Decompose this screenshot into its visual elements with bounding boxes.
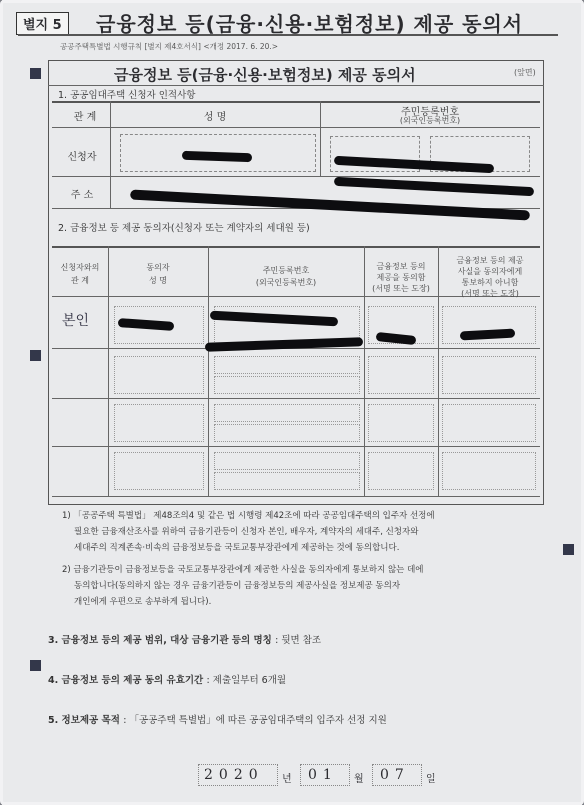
date-day: 07 xyxy=(380,767,410,783)
binder-mark xyxy=(30,350,41,361)
signer-id-box xyxy=(214,376,360,394)
signer-id-box xyxy=(214,452,360,470)
h-relation-1: 신청자와의 xyxy=(60,263,100,272)
binder-mark xyxy=(563,544,574,555)
col-id-sub: (외국인등록번호) xyxy=(399,116,461,125)
date-month-label: 월 xyxy=(354,774,364,785)
signer-id-box xyxy=(214,404,360,422)
notify-sign-box xyxy=(442,356,536,394)
date-month: 01 xyxy=(308,767,338,783)
row-rule xyxy=(52,496,540,497)
h-id-1: 주민등록번호 xyxy=(262,266,310,275)
section1-heading: 1. 공공임대주택 신청자 인적사항 xyxy=(58,90,196,101)
item-3-label: 3. 금융정보 등의 제공 범위, 대상 금융기관 등의 명칭 xyxy=(48,635,272,646)
note-line: 세대주의 직계존속·비속의 금융정보등을 국토교통부장관에게 제공하는 것에 동의합니다. xyxy=(74,543,400,553)
row-rule xyxy=(52,176,540,177)
h-name-1: 동의자 xyxy=(146,263,170,272)
signer-name-box xyxy=(114,404,204,442)
notify-sign-box xyxy=(442,404,536,442)
col-name: 성 명 xyxy=(203,112,227,123)
item-3 xyxy=(48,632,321,646)
header-rule xyxy=(18,34,558,36)
row-rule xyxy=(52,398,540,399)
note-line: 1) 「공공주택 특별법」 제48조의4 및 같은 법 시행령 제42조에 따라 공공임대주택의 입주자 선정에 xyxy=(62,511,435,521)
binder-mark xyxy=(30,660,41,671)
item-5-value: : 「공공주택 특별법」에 따른 공공임대주택의 입주자 선정 지원 xyxy=(123,715,387,726)
row-rule xyxy=(52,446,540,447)
consent-sign-box xyxy=(368,452,434,490)
consent-sign-box xyxy=(368,356,434,394)
row-rule xyxy=(52,127,540,128)
h-consent-2: 제공을 동의함 xyxy=(376,273,426,282)
h-relation-2: 관 계 xyxy=(71,276,89,285)
date-year-label: 년 xyxy=(282,774,292,785)
note-line: 동의합니다(동의하지 않는 경우 금융기관등이 금융정보등의 제공사실을 정보제공 동의자 xyxy=(74,581,401,591)
h-notify-4: (서명 또는 도장) xyxy=(461,289,519,298)
notes-block xyxy=(62,508,562,610)
h-consent-3: (서명 또는 도장) xyxy=(372,284,430,293)
annex-label: 별지 5 xyxy=(16,12,69,35)
item-5 xyxy=(48,712,387,726)
notify-sign-box xyxy=(442,452,536,490)
divider xyxy=(48,85,544,86)
consent-sign-box xyxy=(368,404,434,442)
item-4-value: : 제출일부터 6개월 xyxy=(206,675,287,686)
source-line: 공공주택특별법 시행규칙 [별지 제4호서식] <개정 2017. 6. 20.> xyxy=(60,42,279,51)
form-title: 금융정보 등(금융·신용·보험정보) 제공 동의서 xyxy=(114,66,416,84)
item-3-value: : 뒷면 참조 xyxy=(275,635,322,646)
item-4-label: 4. 금융정보 등의 제공 동의 유효기간 xyxy=(48,675,204,686)
h-id-2: (외국인등록번호) xyxy=(255,278,317,287)
item-5-label: 5. 정보제공 목적 xyxy=(48,715,120,726)
h-consent-1: 금융정보 등의 xyxy=(376,262,426,271)
section2-heading: 2. 금융정보 등 제공 동의자(신청자 또는 계약자의 세대원 등) xyxy=(58,223,310,234)
signer-name-box xyxy=(114,452,204,490)
h-notify-2: 사실을 동의자에게 xyxy=(457,267,523,276)
signer-id-box xyxy=(214,424,360,442)
section2-top-rule xyxy=(52,246,540,248)
note-line: 개인에게 우편으로 송부하게 됩니다). xyxy=(74,597,212,607)
date-day-label: 일 xyxy=(426,774,436,785)
col-relation: 관 계 xyxy=(73,112,97,123)
signer-id-box xyxy=(214,472,360,490)
page-mark: (앞면) xyxy=(514,68,536,77)
h-notify-3: 통보하지 아니함 xyxy=(461,278,519,287)
h-name-2: 성 명 xyxy=(149,276,167,285)
h-notify-1: 금융정보 등의 제공 xyxy=(456,256,524,265)
col-id: 주민등록번호 xyxy=(401,107,459,118)
signer-id-box xyxy=(214,356,360,374)
row1-relation-handwritten: 본인 xyxy=(62,313,90,329)
signer-name-box xyxy=(114,356,204,394)
item-4 xyxy=(48,672,286,686)
date-year: 2020 xyxy=(204,767,264,783)
annex-title: 금융정보 등(금융·신용·보험정보) 제공 동의서 xyxy=(96,12,524,36)
row-address: 주 소 xyxy=(70,190,94,201)
binder-mark xyxy=(30,68,41,79)
note-line: 2) 금융기관등이 금융정보등을 국토교통부장관에게 제공한 사실을 동의자에게 통보하지 않는 데에 xyxy=(62,565,424,575)
row-applicant: 신청자 xyxy=(67,152,97,163)
note-line: 필요한 금융재산조사를 위하여 금융기관등이 신청자 본인, 배우자, 계약자의 세대주, 신청자와 xyxy=(74,527,419,537)
